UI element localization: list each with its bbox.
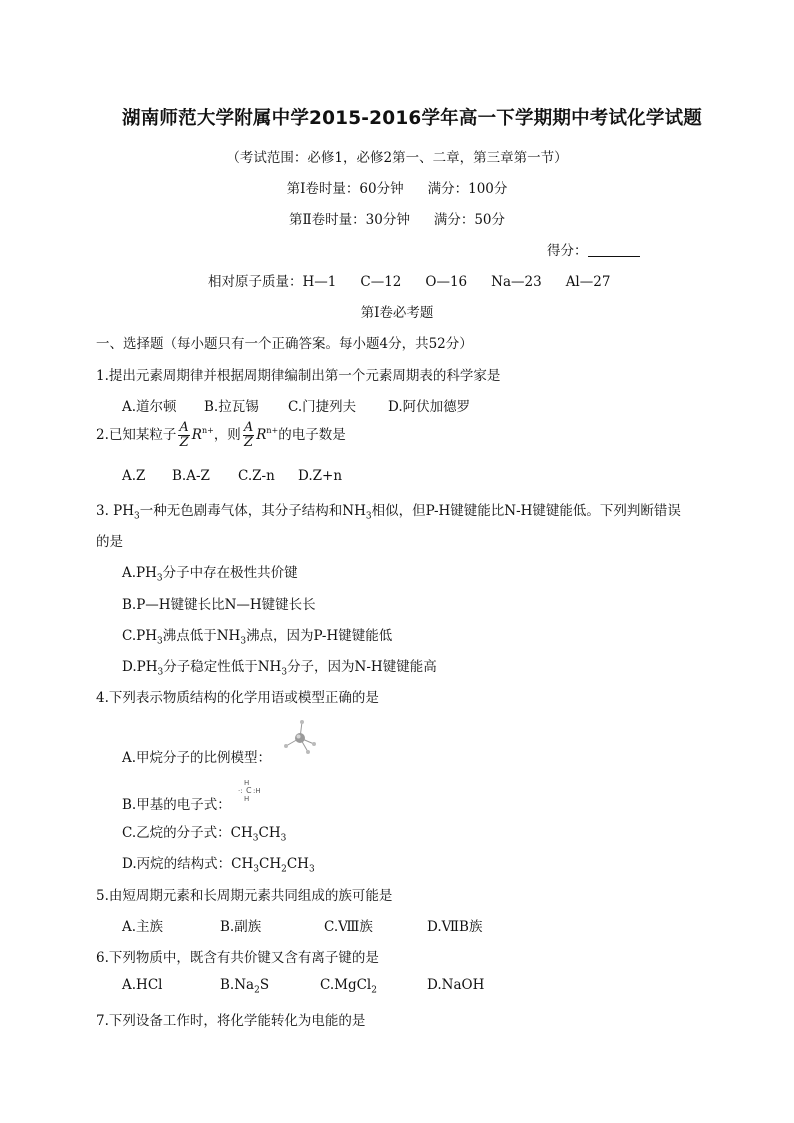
- q7-stem: 7.下列设备工作时，将化学能转化为电能的是: [96, 1013, 366, 1029]
- q4-option-a: A.甲烷分子的比例模型：: [122, 750, 272, 766]
- svg-text:·:: ·:: [238, 787, 243, 795]
- q2-symbol-2: R: [256, 427, 267, 443]
- q5-option-d: D.ⅦB族: [427, 919, 483, 935]
- q5-option-a: A.主族: [122, 919, 164, 935]
- atomic-mass-h: H—1: [302, 274, 337, 290]
- q5-option-b: B.副族: [220, 919, 262, 935]
- q2-fraction-2: $\frac{A}{Z}$: [243, 420, 254, 450]
- score-field: [547, 239, 640, 259]
- q4-stem: 4.下列表示物质结构的化学用语或模型正确的是: [96, 690, 379, 706]
- methyl-electron-formula-image: [236, 777, 272, 805]
- exam-scope: （考试范围：必修1，必修2第一、二章，第三章第一节）: [226, 150, 568, 166]
- atomic-mass-line: [208, 270, 610, 290]
- q1-stem: 1.提出元素周期律并根据周期律编制出第一个元素周期表的科学家是: [96, 368, 501, 384]
- score-label: 得分：: [547, 243, 588, 259]
- q3-option-d: $D.PH_3$分子稳定性低于$NH_3$分子，因为N-H键键能高: [122, 659, 437, 678]
- svg-text::H: :H: [253, 787, 261, 795]
- paper1-time: 第Ⅰ卷时量：60分钟: [286, 181, 404, 197]
- part1-heading: 一、选择题（每小题只有一个正确答案。每小题4分，共52分）: [96, 336, 473, 352]
- score-blank[interactable]: [588, 244, 640, 257]
- q1-option-d: D.阿伏加德罗: [388, 399, 471, 415]
- q6-stem: 6.下列物质中，既含有共价键又含有离子键的是: [96, 950, 379, 966]
- section-title: 第Ⅰ卷必考题: [360, 305, 434, 321]
- atomic-mass-o: O—16: [425, 274, 468, 290]
- q2-option-d: D.Z+n: [298, 468, 343, 484]
- q6-option-b: $B.Na_2S$: [220, 977, 270, 996]
- q4-option-b: B.甲基的电子式：: [122, 797, 231, 813]
- paper2-time-score: [0, 208, 794, 228]
- q5-stem: 5.由短周期元素和长周期元素共同组成的族可能是: [96, 888, 393, 904]
- paper1-score: 满分：100分: [427, 181, 508, 197]
- q2-stem: 2.已知某粒子 $\frac{A}{Z}$ $R^{n+}$，则 $\frac{A}{Z}$ $R^{n+}$的电子数是: [96, 420, 346, 450]
- q1-options: [122, 395, 470, 415]
- q3-option-c: $C.PH_3$沸点低于$NH_3$沸点，因为P-H键键能低: [122, 628, 393, 647]
- q1-option-c: C.门捷列夫: [288, 399, 357, 415]
- q2-option-a: A.Z: [122, 468, 146, 484]
- methane-model-image: [278, 718, 328, 760]
- q2-prefix: 2.已知某粒子: [96, 427, 177, 443]
- atomic-mass-c: C—12: [360, 274, 402, 290]
- q6-options: [122, 977, 484, 996]
- q3-stem-line1: 3. $PH_3$一种无色剧毒气体，其分子结构和$NH_3$相似，但P-H键键能比N-H键键能低。下列判断错误: [96, 503, 681, 522]
- paper2-score: 满分：50分: [433, 212, 506, 228]
- q6-option-c: C.MgCl$_2$: [320, 977, 377, 996]
- q1-option-a: A.道尔顿: [122, 399, 177, 415]
- atomic-mass-na: Na—23: [491, 274, 542, 290]
- atomic-mass-label: 相对原子质量：: [208, 274, 303, 290]
- q2-mid: ，则: [213, 427, 241, 443]
- q2-option-c: C.Z-n: [238, 468, 275, 484]
- q2-symbol-1: R: [191, 427, 202, 443]
- exam-title: 湖南师范大学附属中学2015-2016学年高一下学期期中考试化学试题: [122, 108, 702, 129]
- q5-options: [122, 915, 482, 935]
- svg-text:H: H: [244, 779, 250, 787]
- q6-option-d: D.NaOH: [427, 977, 485, 993]
- q2-suffix: 的电子数是: [278, 427, 346, 443]
- q2-options: [122, 468, 342, 484]
- svg-text:C: C: [246, 786, 252, 795]
- q3-option-a: $A.PH_3$分子中存在极性共价键: [122, 565, 298, 584]
- paper1-time-score: [0, 177, 794, 197]
- q2-option-b: B.A-Z: [172, 468, 210, 484]
- atomic-mass-al: Al—27: [565, 274, 611, 290]
- q4-option-c: C.乙烷的分子式：$CH_3CH_3$: [122, 825, 287, 844]
- q3-stem-line2: 的是: [96, 534, 123, 550]
- q6-option-a: A.HCl: [122, 977, 163, 993]
- q1-option-b: B.拉瓦锡: [204, 399, 259, 415]
- q4-option-d: D.丙烷的结构式：$CH_3CH_2CH_3$: [122, 856, 315, 875]
- svg-text:H: H: [244, 795, 250, 803]
- paper2-time: 第Ⅱ卷时量：30分钟: [288, 212, 410, 228]
- q2-fraction-1: $\frac{A}{Z}$: [179, 420, 189, 450]
- q5-option-c: C.Ⅷ族: [324, 919, 373, 935]
- q3-option-b: B.P—H键键长比N—H键键长长: [122, 597, 316, 613]
